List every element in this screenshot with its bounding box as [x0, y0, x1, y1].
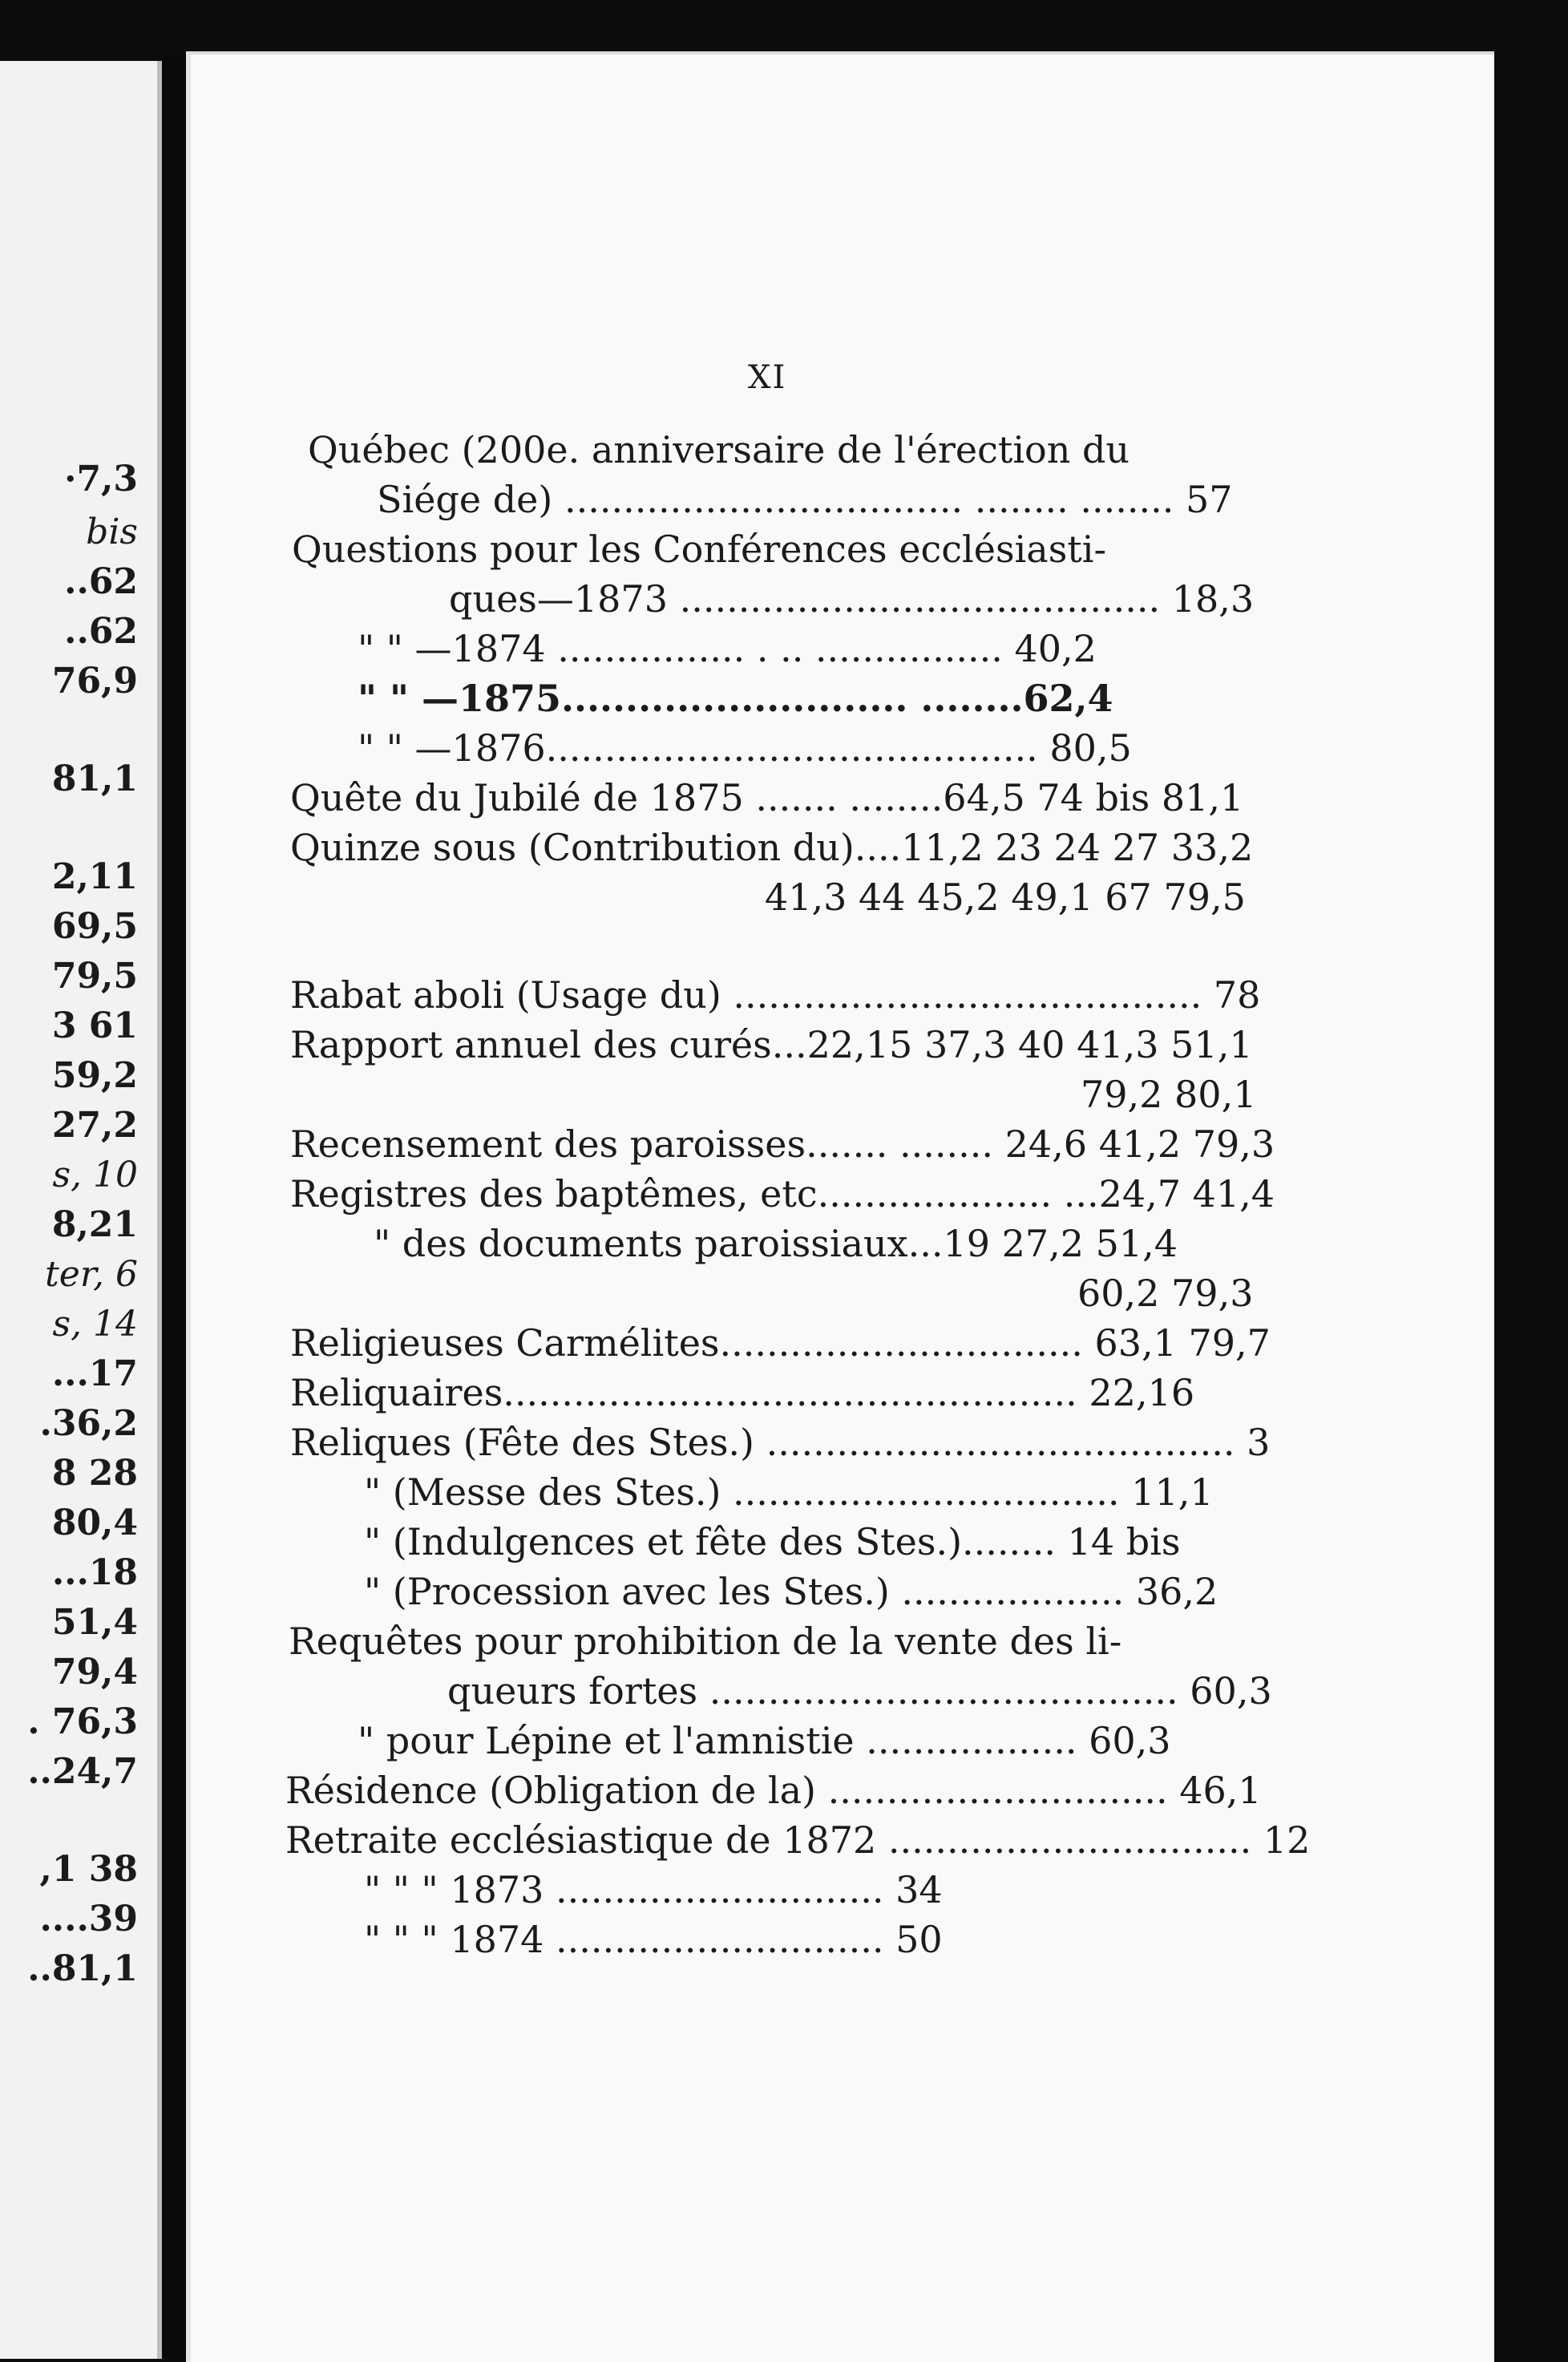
index-entry: Religieuses Carmélites............................... 63,1 79,7: [290, 1321, 1271, 1365]
left-index-line: s, 10: [52, 1155, 138, 1195]
left-index-line: 79,4: [51, 1652, 138, 1693]
index-entry-continuation: " " —1875........................... ........62,4: [358, 677, 1113, 720]
left-index-line: ...18: [51, 1552, 138, 1593]
left-index-line: ....39: [39, 1899, 138, 1939]
index-entry: Rapport annuel des curés...22,15 37,3 40 41,3 51,1: [290, 1023, 1253, 1066]
index-entry: Quinze sous (Contribution du)....11,2 23 24 27 33,2: [290, 826, 1254, 869]
index-entry: Reliquaires................................................. 22,16: [290, 1371, 1195, 1414]
index-entry-continuation: " (Indulgences et fête des Stes.)........ 14 bis: [364, 1520, 1181, 1563]
left-index-line: 3 61: [51, 1005, 138, 1046]
index-entry: Reliques (Fête des Stes.) ........................................ 3: [290, 1421, 1271, 1464]
index-entry-continuation: queurs fortes ........................................ 60,3: [447, 1669, 1272, 1713]
left-index-line: ,1 38: [39, 1849, 138, 1890]
index-entry-continuation: Siége de) .................................. ........ ........ 57: [377, 478, 1233, 521]
index-entry-continuation: " pour Lépine et l'amnistie .................. 60,3: [358, 1719, 1171, 1762]
index-entry-continuation: 79,2 80,1: [1081, 1073, 1257, 1116]
left-index-line: ..81,1: [27, 1948, 138, 1989]
index-entry: Québec (200e. anniversaire de l'érection du: [308, 428, 1130, 471]
left-index-line: 51,4: [51, 1602, 138, 1643]
index-page: [186, 51, 1494, 2362]
index-entry: Registres des baptêmes, etc.................... ...24,7 41,4: [290, 1172, 1275, 1215]
left-index-line: bis: [86, 512, 138, 552]
left-index-line: ter, 6: [45, 1254, 138, 1295]
left-index-line: ...17: [51, 1353, 138, 1394]
left-index-line: 59,2: [51, 1055, 138, 1096]
left-index-line: ..24,7: [27, 1751, 138, 1792]
index-entry: Requêtes pour prohibition de la vente des li-: [289, 1620, 1122, 1663]
left-index-line: .36,2: [39, 1403, 138, 1444]
left-index-line: 81,1: [51, 758, 138, 799]
index-entry: Rabat aboli (Usage du) ........................................ 78: [290, 973, 1261, 1017]
left-index-line: s, 14: [52, 1304, 138, 1345]
left-index-line: 8 28: [51, 1453, 138, 1494]
index-entry-continuation: 41,3 44 45,2 49,1 67 79,5: [765, 876, 1246, 919]
index-entry: Questions pour les Conférences ecclésiasti-: [292, 528, 1107, 571]
index-entry: Quête du Jubilé de 1875 ....... ........64,5 74 bis 81,1: [290, 776, 1244, 819]
left-index-line: ..62: [64, 561, 138, 602]
index-entry-continuation: " des documents paroissiaux...19 27,2 51,4: [374, 1222, 1178, 1265]
index-entry: Recensement des paroisses....... ........ 24,6 41,2 79,3: [290, 1122, 1275, 1166]
index-entry-continuation: " (Messe des Stes.) ................................. 11,1: [364, 1470, 1214, 1514]
index-entry-continuation: ques—1873 ......................................... 18,3: [449, 577, 1255, 621]
page-number: XI: [748, 359, 787, 396]
index-entry-continuation: 60,2 79,3: [1077, 1272, 1254, 1315]
index-entry-continuation: " (Procession avec les Stes.) ................... 36,2: [364, 1570, 1218, 1613]
left-index-line: ..62: [64, 611, 138, 652]
left-index-line: 27,2: [51, 1105, 138, 1146]
left-index-line: 79,5: [51, 956, 138, 997]
index-entry-continuation: " " " 1874 ............................ 50: [364, 1918, 943, 1961]
index-entry-continuation: " " —1874 ................ . .. ................ 40,2: [358, 627, 1097, 670]
left-index-line: 8,21: [51, 1204, 138, 1245]
left-facing-page: [0, 61, 162, 2359]
index-entry-continuation: " " " 1873 ............................ 34: [364, 1868, 943, 1911]
left-index-line: 80,4: [51, 1503, 138, 1543]
left-index-line: . 76,3: [27, 1701, 138, 1742]
index-entry: Résidence (Obligation de la) ............................. 46,1: [285, 1769, 1262, 1812]
index-entry: Retraite ecclésiastique de 1872 ............................... 12: [285, 1818, 1311, 1862]
index-entry-continuation: " " —1876.......................................... 80,5: [358, 726, 1132, 770]
left-index-line: 76,9: [51, 661, 138, 702]
left-index-line: ·7,3: [64, 459, 138, 499]
left-index-line: 69,5: [51, 906, 138, 947]
left-index-line: 2,11: [51, 856, 138, 897]
